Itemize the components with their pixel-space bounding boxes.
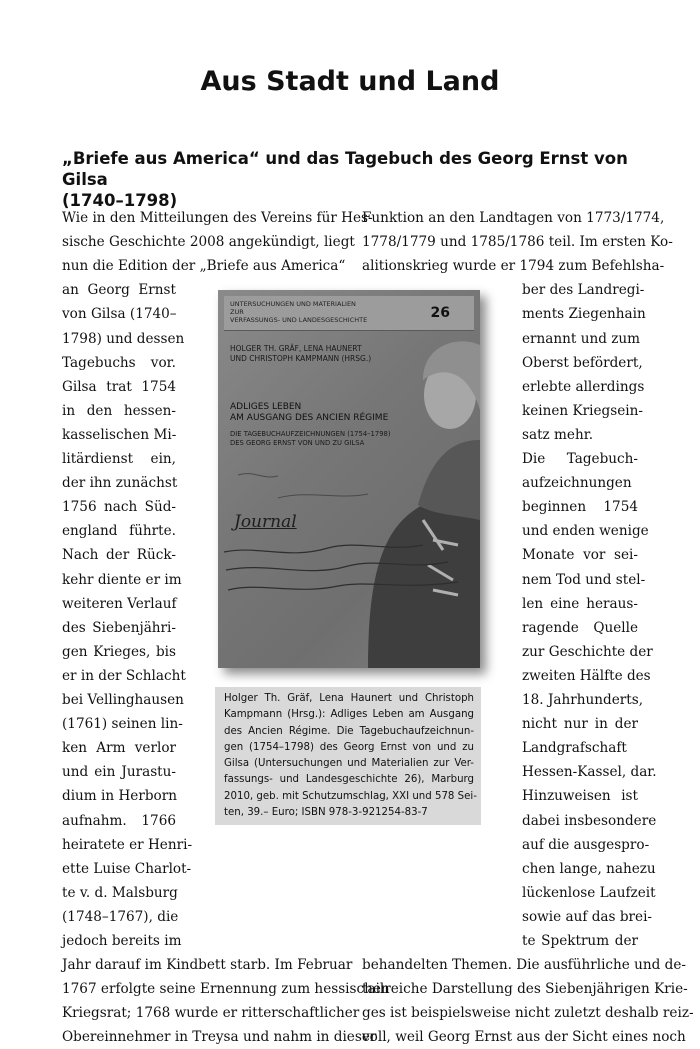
- text-line: te v. d. Malsburg: [62, 884, 178, 901]
- text-line: gen Krieges, bis: [62, 643, 176, 660]
- cover-volume-number: 26: [430, 305, 450, 321]
- text-line: england führte.: [62, 523, 176, 540]
- text-line: Jahr darauf im Kindbett starb. Im Februar: [62, 957, 353, 974]
- text-line: zur Geschichte der: [522, 643, 653, 660]
- text-line: beginnen 1754: [522, 499, 638, 516]
- text-line: der ihn zunächst: [62, 475, 178, 492]
- text-line: ette Luise Charlot-: [62, 860, 192, 877]
- text-line: nem Tod und stel-: [522, 571, 646, 588]
- image-caption: [224, 691, 477, 821]
- text-line: auf die ausgespro-: [522, 836, 650, 853]
- text-line: (1748–1767), die: [62, 908, 179, 925]
- text-line: an Georg Ernst: [62, 282, 176, 299]
- text-line: keinen Kriegsein-: [522, 402, 643, 419]
- cover-series-band: [224, 296, 474, 331]
- text-line: Kriegsrat; 1768 wurde er ritterschaftlicher: [62, 1005, 360, 1022]
- text-line: kasselischen Mi-: [62, 426, 177, 443]
- text-line: 1778/1779 und 1785/1786 teil. Im ersten Ko-: [362, 234, 673, 251]
- text-line: Hinzuweisen ist: [522, 788, 638, 805]
- text-line: len eine heraus-: [522, 595, 638, 612]
- text-line: litärdienst ein,: [62, 451, 176, 467]
- text-line: alitionskrieg wurde er 1794 zum Befehlsha-: [362, 258, 665, 275]
- text-line: nicht nur in der: [522, 716, 638, 733]
- text-line: sowie auf das brei-: [522, 908, 653, 925]
- cover-book-subtitle: DIE TAGEBUCHAUFZEICHNUNGEN (1754–1798) DES GEORG ERNST VON UND ZU GILSA: [230, 430, 391, 447]
- article-title-line-1: „Briefe aus America“ und das Tagebuch des Georg Ernst von Gilsa: [62, 149, 628, 189]
- text-line: 1756 nach Süd-: [62, 499, 176, 516]
- caption-line: des Ancien Régime. Die Tagebuchaufzeichnun-: [224, 725, 474, 737]
- text-line: er in der Schlacht: [62, 667, 186, 684]
- text-line: ernannt und zum: [522, 330, 641, 347]
- text-line: Monate vor sei-: [522, 547, 638, 564]
- text-line: 1798) und dessen: [62, 330, 185, 347]
- book-cover-image: [218, 290, 480, 668]
- text-line: chen lange, nahezu: [522, 860, 656, 877]
- text-line: jedoch bereits im: [62, 933, 182, 949]
- text-line: weiteren Verlauf: [62, 595, 177, 612]
- text-line: Oberst befördert,: [522, 354, 643, 371]
- caption-line: Gilsa (Untersuchungen und Materialien zur Ver-: [224, 758, 474, 770]
- text-line: 1767 erfolgte seine Ernennung zum hessischen: [62, 981, 390, 998]
- text-line: dium in Herborn: [62, 788, 177, 805]
- text-line: von Gilsa (1740–: [62, 306, 177, 323]
- text-line: behandelten Themen. Die ausführliche und de-: [362, 957, 687, 974]
- text-line: Tagebuchs vor.: [62, 354, 176, 371]
- text-line: Wie in den Mitteilungen des Vereins für Hes-: [62, 210, 373, 226]
- article-title-line-2: (1740–1798): [62, 191, 178, 210]
- text-line: ges ist beispielsweise nicht zuletzt deshalb reiz-: [362, 1005, 694, 1022]
- cover-handwriting: Journal: [234, 512, 297, 532]
- image-caption-box: [215, 687, 481, 825]
- article-title: [62, 148, 642, 211]
- text-line: Hessen-Kassel, dar.: [522, 764, 657, 781]
- text-line: Die Tagebuch-: [522, 451, 638, 467]
- text-line: und ein Jurastu-: [62, 764, 176, 781]
- text-line: lückenlose Laufzeit: [522, 884, 656, 901]
- text-line: voll, weil Georg Ernst aus der Sicht eines noch: [362, 1029, 686, 1046]
- caption-line: Holger Th. Gräf, Lena Haunert und Christoph: [224, 693, 474, 704]
- text-line: heiratete er Henri-: [62, 836, 193, 853]
- text-line: Funktion an den Landtagen von 1773/1774,: [362, 210, 665, 226]
- text-line: nun die Edition der „Briefe aus America“: [62, 258, 346, 275]
- text-line: ragende Quelle: [522, 619, 638, 636]
- text-line: Nach der Rück-: [62, 547, 176, 564]
- page-title: Aus Stadt und Land: [200, 66, 500, 97]
- text-line: 18. Jahrhunderts,: [522, 692, 644, 708]
- text-line: ken Arm verlor: [62, 740, 176, 757]
- text-line: sische Geschichte 2008 angekündigt, liegt: [62, 234, 355, 251]
- text-line: und enden wenige: [522, 523, 649, 540]
- cover-series-text: UNTERSUCHUNGEN UND MATERIALIEN ZUR VERFASSUNGS- UND LANDESGESCHICHTE: [230, 300, 368, 324]
- text-line: aufnahm. 1766: [62, 812, 176, 829]
- caption-line: Kampmann (Hrsg.): Adliges Leben am Ausgang: [224, 709, 474, 721]
- text-line: Obereinnehmer in Treysa und nahm in dieser: [62, 1029, 377, 1046]
- caption-line: gen (1754–1798) des Georg Ernst von und zu: [224, 741, 474, 753]
- caption-line: 2010, geb. mit Schutzumschlag, XXI und 578 Sei-: [224, 790, 477, 802]
- cover-authors: HOLGER TH. GRÄF, LENA HAUNERT UND CHRISTOPH KAMPMANN (HRSG.): [230, 344, 372, 363]
- text-line: aufzeichnungen: [522, 475, 632, 492]
- text-line: in den hessen-: [62, 402, 176, 419]
- text-line: ber des Landregi-: [522, 282, 645, 299]
- text-line: bei Vellinghausen: [62, 692, 184, 708]
- text-line: Landgrafschaft: [522, 740, 627, 757]
- text-line: erlebte allerdings: [522, 378, 645, 395]
- text-line: des Siebenjähri-: [62, 619, 176, 636]
- caption-line: fassungs- und Landesgeschichte 26), Marburg: [224, 774, 474, 786]
- text-line: (1761) seinen lin-: [62, 716, 183, 733]
- text-line: dabei insbesondere: [522, 812, 657, 829]
- text-line: kehr diente er im: [62, 571, 182, 588]
- text-line: zweiten Hälfte des: [522, 667, 651, 684]
- cover-book-title: ADLIGES LEBEN AM AUSGANG DES ANCIEN RÉGIME: [230, 402, 389, 423]
- text-line: Gilsa trat 1754: [62, 378, 176, 395]
- text-line: satz mehr.: [522, 426, 594, 443]
- caption-line: ten, 39.– Euro; ISBN 978-3-921254-83-7: [224, 807, 428, 819]
- text-line: te Spektrum der: [522, 933, 638, 949]
- text-line: tailreiche Darstellung des Siebenjährigen Krie-: [362, 981, 688, 998]
- text-line: ments Ziegenhain: [522, 306, 646, 323]
